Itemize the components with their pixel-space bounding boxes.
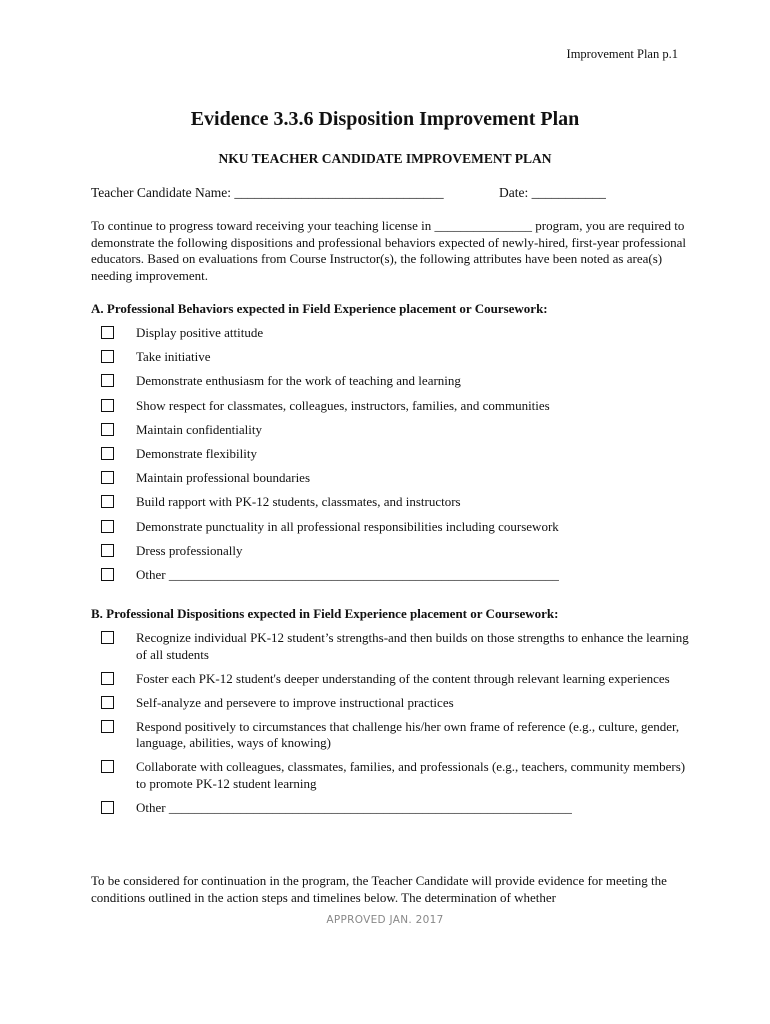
- checkbox[interactable]: [101, 631, 114, 644]
- candidate-row: [91, 185, 691, 201]
- checkbox[interactable]: [101, 672, 114, 685]
- checklist-item-label: Demonstrate punctuality in all professional responsibilities including coursework: [136, 518, 559, 534]
- checkbox[interactable]: [101, 520, 114, 533]
- section-a-checklist: [101, 325, 691, 591]
- date-field[interactable]: Date: ___________: [499, 185, 606, 200]
- checkbox[interactable]: [101, 447, 114, 460]
- checklist-item: [101, 759, 691, 792]
- checklist-item-label: Collaborate with colleagues, classmates, families, and professionals (e.g., teachers, community members) to promote PK-12 student learning: [136, 759, 686, 791]
- checkbox[interactable]: [101, 544, 114, 557]
- checklist-item-label: Maintain professional boundaries: [136, 470, 311, 486]
- checkbox[interactable]: [101, 568, 114, 581]
- section-b-checklist: [101, 630, 691, 824]
- candidate-name-field[interactable]: Teacher Candidate Name: _______________________________: [91, 185, 444, 200]
- checklist-item-label[interactable]: Other ______________________________________________________________: [136, 799, 572, 815]
- checklist-item: [101, 719, 691, 752]
- checklist-item-label: Build rapport with PK-12 students, classmates, and instructors: [136, 494, 461, 510]
- checklist-item: [101, 325, 691, 349]
- checklist-item: [101, 373, 691, 397]
- checklist-item-label: Show respect for classmates, colleagues, instructors, families, and communities: [136, 397, 550, 413]
- checklist-item-label: Recognize individual PK-12 student’s strengths-and then builds on those strengths to enhance the learning of all students: [136, 630, 689, 662]
- checklist-item: [101, 543, 691, 567]
- checkbox[interactable]: [101, 423, 114, 436]
- checkbox[interactable]: [101, 374, 114, 387]
- document-subtitle: NKU TEACHER CANDIDATE IMPROVEMENT PLAN: [218, 151, 552, 166]
- checkbox[interactable]: [101, 326, 114, 339]
- checkbox[interactable]: [101, 495, 114, 508]
- checkbox[interactable]: [101, 471, 114, 484]
- checklist-item-label: Foster each PK-12 student's deeper understanding of the content through relevant learning experiences: [136, 670, 670, 686]
- checklist-item: [101, 470, 691, 494]
- checklist-item: [101, 519, 691, 543]
- closing-paragraph: To be considered for continuation in the program, the Teacher Candidate will provide evidence for meeting the conditions outlined in the action steps and timelines below. The determination of whether: [91, 873, 667, 905]
- checklist-item: [101, 422, 691, 446]
- checklist-item-label: Display positive attitude: [136, 325, 264, 340]
- checklist-item-other: [101, 800, 691, 817]
- document-title: Evidence 3.3.6 Disposition Improvement Plan: [190, 108, 580, 130]
- section-a-heading: A. Professional Behaviors expected in Field Experience placement or Coursework:: [91, 301, 548, 316]
- checklist-item-label: Take initiative: [136, 349, 211, 365]
- checklist-item: [101, 630, 691, 663]
- checklist-item-label: Respond positively to circumstances that challenge his/her own frame of reference (e.g., culture, gender, language, abilities, ways of knowing): [136, 718, 680, 750]
- checklist-item: [101, 349, 691, 373]
- checklist-item-label: Maintain confidentiality: [136, 421, 262, 437]
- checklist-item-label: Dress professionally: [136, 542, 243, 558]
- checklist-item: [101, 446, 691, 470]
- checkbox[interactable]: [101, 760, 114, 773]
- section-b-heading: B. Professional Dispositions expected in Field Experience placement or Coursework:: [91, 606, 559, 621]
- checklist-item-label: Demonstrate enthusiasm for the work of teaching and learning: [136, 373, 461, 389]
- intro-paragraph: To continue to progress toward receiving your teaching license in _______________ program, you are required to demonstrate the following dispositions and professional behaviors expected of newly-hired, first-year professional educators. Based on evaluations from Course Instructor(s), the following attributes have been noted as area(s) needing improvement.: [91, 218, 686, 283]
- page-header: Improvement Plan p.1: [566, 47, 678, 61]
- checkbox[interactable]: [101, 399, 114, 412]
- checklist-item: [101, 494, 691, 518]
- checklist-item: [101, 695, 691, 712]
- checklist-item-label: Demonstrate flexibility: [136, 445, 257, 461]
- checkbox[interactable]: [101, 720, 114, 733]
- checklist-item-other: [101, 567, 691, 591]
- checklist-item: [101, 398, 691, 422]
- checklist-item: [101, 671, 691, 688]
- approval-footer: APPROVED JAN. 2017: [326, 914, 444, 926]
- checkbox[interactable]: [101, 801, 114, 814]
- checkbox[interactable]: [101, 350, 114, 363]
- checklist-item-label[interactable]: Other ____________________________________________________________: [136, 566, 559, 582]
- checklist-item-label: Self-analyze and persevere to improve instructional practices: [136, 694, 454, 710]
- checkbox[interactable]: [101, 696, 114, 709]
